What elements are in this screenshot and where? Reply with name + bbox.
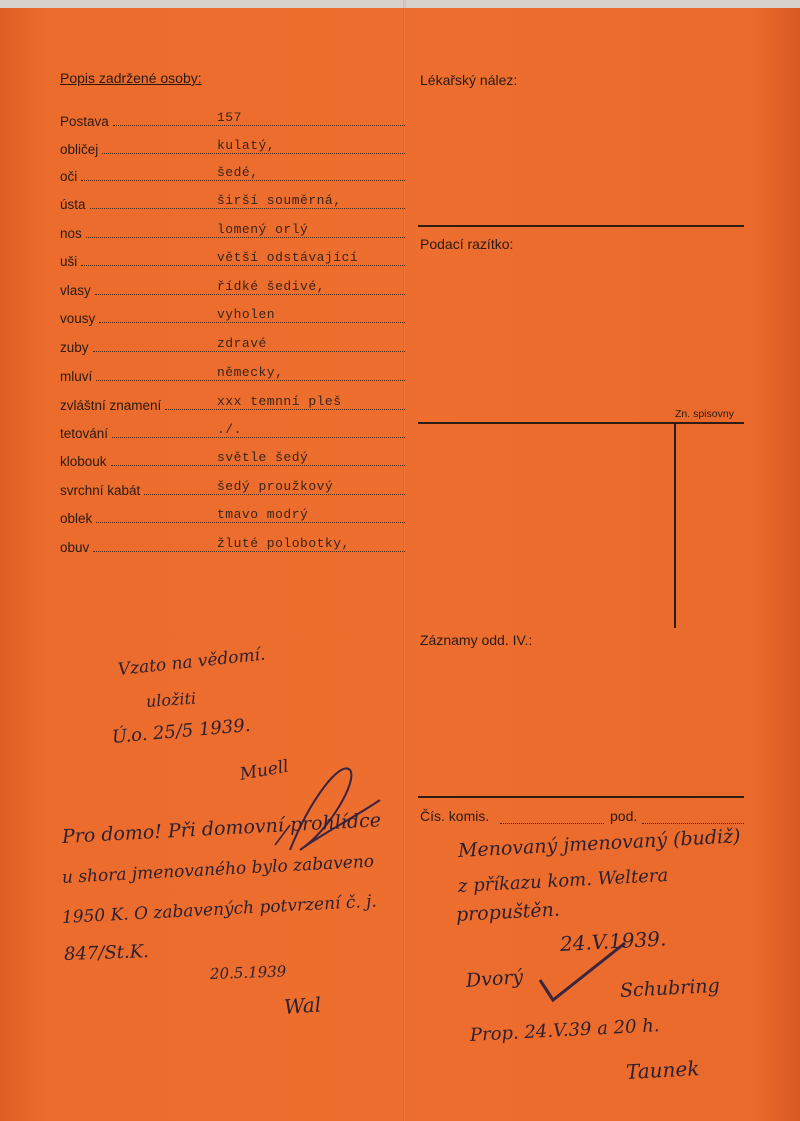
commission-number-label: Čís. komis. xyxy=(420,808,490,824)
handwritten-release-line2: z příkazu kom. Weltera xyxy=(457,865,669,897)
handwritten-note-ack: Vzato na vědomí. xyxy=(116,644,267,680)
handwritten-pro-domo-line4: 847/St.K. xyxy=(63,941,150,965)
field-row xyxy=(60,389,405,415)
field-label: svrchní kabát xyxy=(60,483,141,498)
field-value: kulatý, xyxy=(217,138,276,153)
field-label: obličej xyxy=(60,142,99,157)
field-row xyxy=(60,360,405,386)
handwritten-pro-domo-line2: u shora jmenovaného bylo zabaveno xyxy=(61,851,375,888)
field-label: vlasy xyxy=(60,283,91,298)
field-row xyxy=(60,105,405,131)
file-number-column-line xyxy=(674,422,676,628)
field-value: světle šedý xyxy=(217,450,309,465)
field-row xyxy=(60,502,405,528)
field-value: německy, xyxy=(217,365,284,380)
field-row xyxy=(60,302,405,328)
paper-edge xyxy=(0,0,800,8)
field-label: vousy xyxy=(60,311,96,326)
medical-section-divider xyxy=(418,225,744,227)
field-label: tetování xyxy=(60,426,109,441)
field-row xyxy=(60,133,405,159)
field-row xyxy=(60,274,405,300)
medical-findings-heading: Lékařský nález: xyxy=(420,72,518,88)
field-label: zuby xyxy=(60,340,89,355)
records-heading: Záznamy odd. IV.: xyxy=(420,632,533,648)
field-row xyxy=(60,160,405,186)
field-label: Postava xyxy=(60,114,109,129)
field-row xyxy=(60,445,405,471)
field-label: nos xyxy=(60,226,82,241)
pod-label: pod. xyxy=(610,808,638,824)
field-value: lomený orlý xyxy=(217,222,309,237)
field-row xyxy=(60,474,405,500)
field-dotted-line xyxy=(112,436,405,438)
handwritten-signature-2: Wal xyxy=(283,992,322,1019)
handwritten-pro-domo-line3: 1950 K. O zabavených potvrzení č. j. xyxy=(61,891,378,928)
field-value: xxx temnní pleš xyxy=(217,394,342,409)
field-label: zvláštní znamení xyxy=(60,398,162,413)
signature-flourish xyxy=(250,740,390,870)
field-row xyxy=(60,531,405,557)
handwritten-signature-4: Schubring xyxy=(619,974,721,1002)
handwritten-pro-domo-date: 20.5.1939 xyxy=(209,962,287,983)
handwritten-signature-3: Dvorý xyxy=(465,966,524,992)
field-value: šedý proužkový xyxy=(217,479,334,494)
filing-stamp-heading: Podací razítko: xyxy=(420,236,514,252)
handwritten-release-date: 24.V.1939. xyxy=(559,926,667,956)
stamp-section-divider xyxy=(418,422,744,424)
field-row xyxy=(60,188,405,214)
field-value: 157 xyxy=(217,110,242,125)
field-row xyxy=(60,217,405,243)
field-value: ./. xyxy=(217,422,242,437)
field-label: klobouk xyxy=(60,454,107,469)
handwritten-note-date: Ú.o. 25/5 1939. xyxy=(111,714,252,748)
handwritten-pro-domo: Pro domo! Při domovní prohlídce xyxy=(61,809,382,848)
field-value: řídké šedivé, xyxy=(217,279,325,294)
commission-number-line xyxy=(500,822,604,824)
file-number-label: Zn. spisovny xyxy=(675,408,734,420)
field-label: obuv xyxy=(60,540,90,555)
handwritten-release-line3: propuštěn. xyxy=(455,898,561,926)
handwritten-signature-1: Muell xyxy=(238,756,291,785)
field-label: oblek xyxy=(60,511,93,526)
field-row xyxy=(60,331,405,357)
field-dotted-line xyxy=(113,124,405,126)
handwritten-release-line1: Menovaný jmenovaný (budiž) xyxy=(457,825,742,862)
pod-line xyxy=(642,822,744,824)
field-value: širší souměrná, xyxy=(217,193,342,208)
field-label: oči xyxy=(60,169,78,184)
field-value: šedé, xyxy=(217,165,259,180)
field-value: žluté polobotky, xyxy=(217,536,350,551)
handwritten-release-note: Prop. 24.V.39 a 20 h. xyxy=(469,1015,661,1046)
field-row xyxy=(60,245,405,271)
field-value: vyholen xyxy=(217,307,276,322)
handwritten-signature-5: Taunek xyxy=(625,1056,700,1084)
field-label: uši xyxy=(60,254,78,269)
field-label: mluví xyxy=(60,369,93,384)
field-label: ústa xyxy=(60,197,86,212)
field-value: tmavo modrý xyxy=(217,507,309,522)
field-row xyxy=(60,417,405,443)
handwritten-note-file: uložiti xyxy=(145,688,197,711)
records-section-divider xyxy=(418,796,744,798)
description-heading: Popis zadržené osoby: xyxy=(60,70,202,86)
field-value: větší odstávající xyxy=(217,250,359,265)
field-value: zdravé xyxy=(217,336,267,351)
